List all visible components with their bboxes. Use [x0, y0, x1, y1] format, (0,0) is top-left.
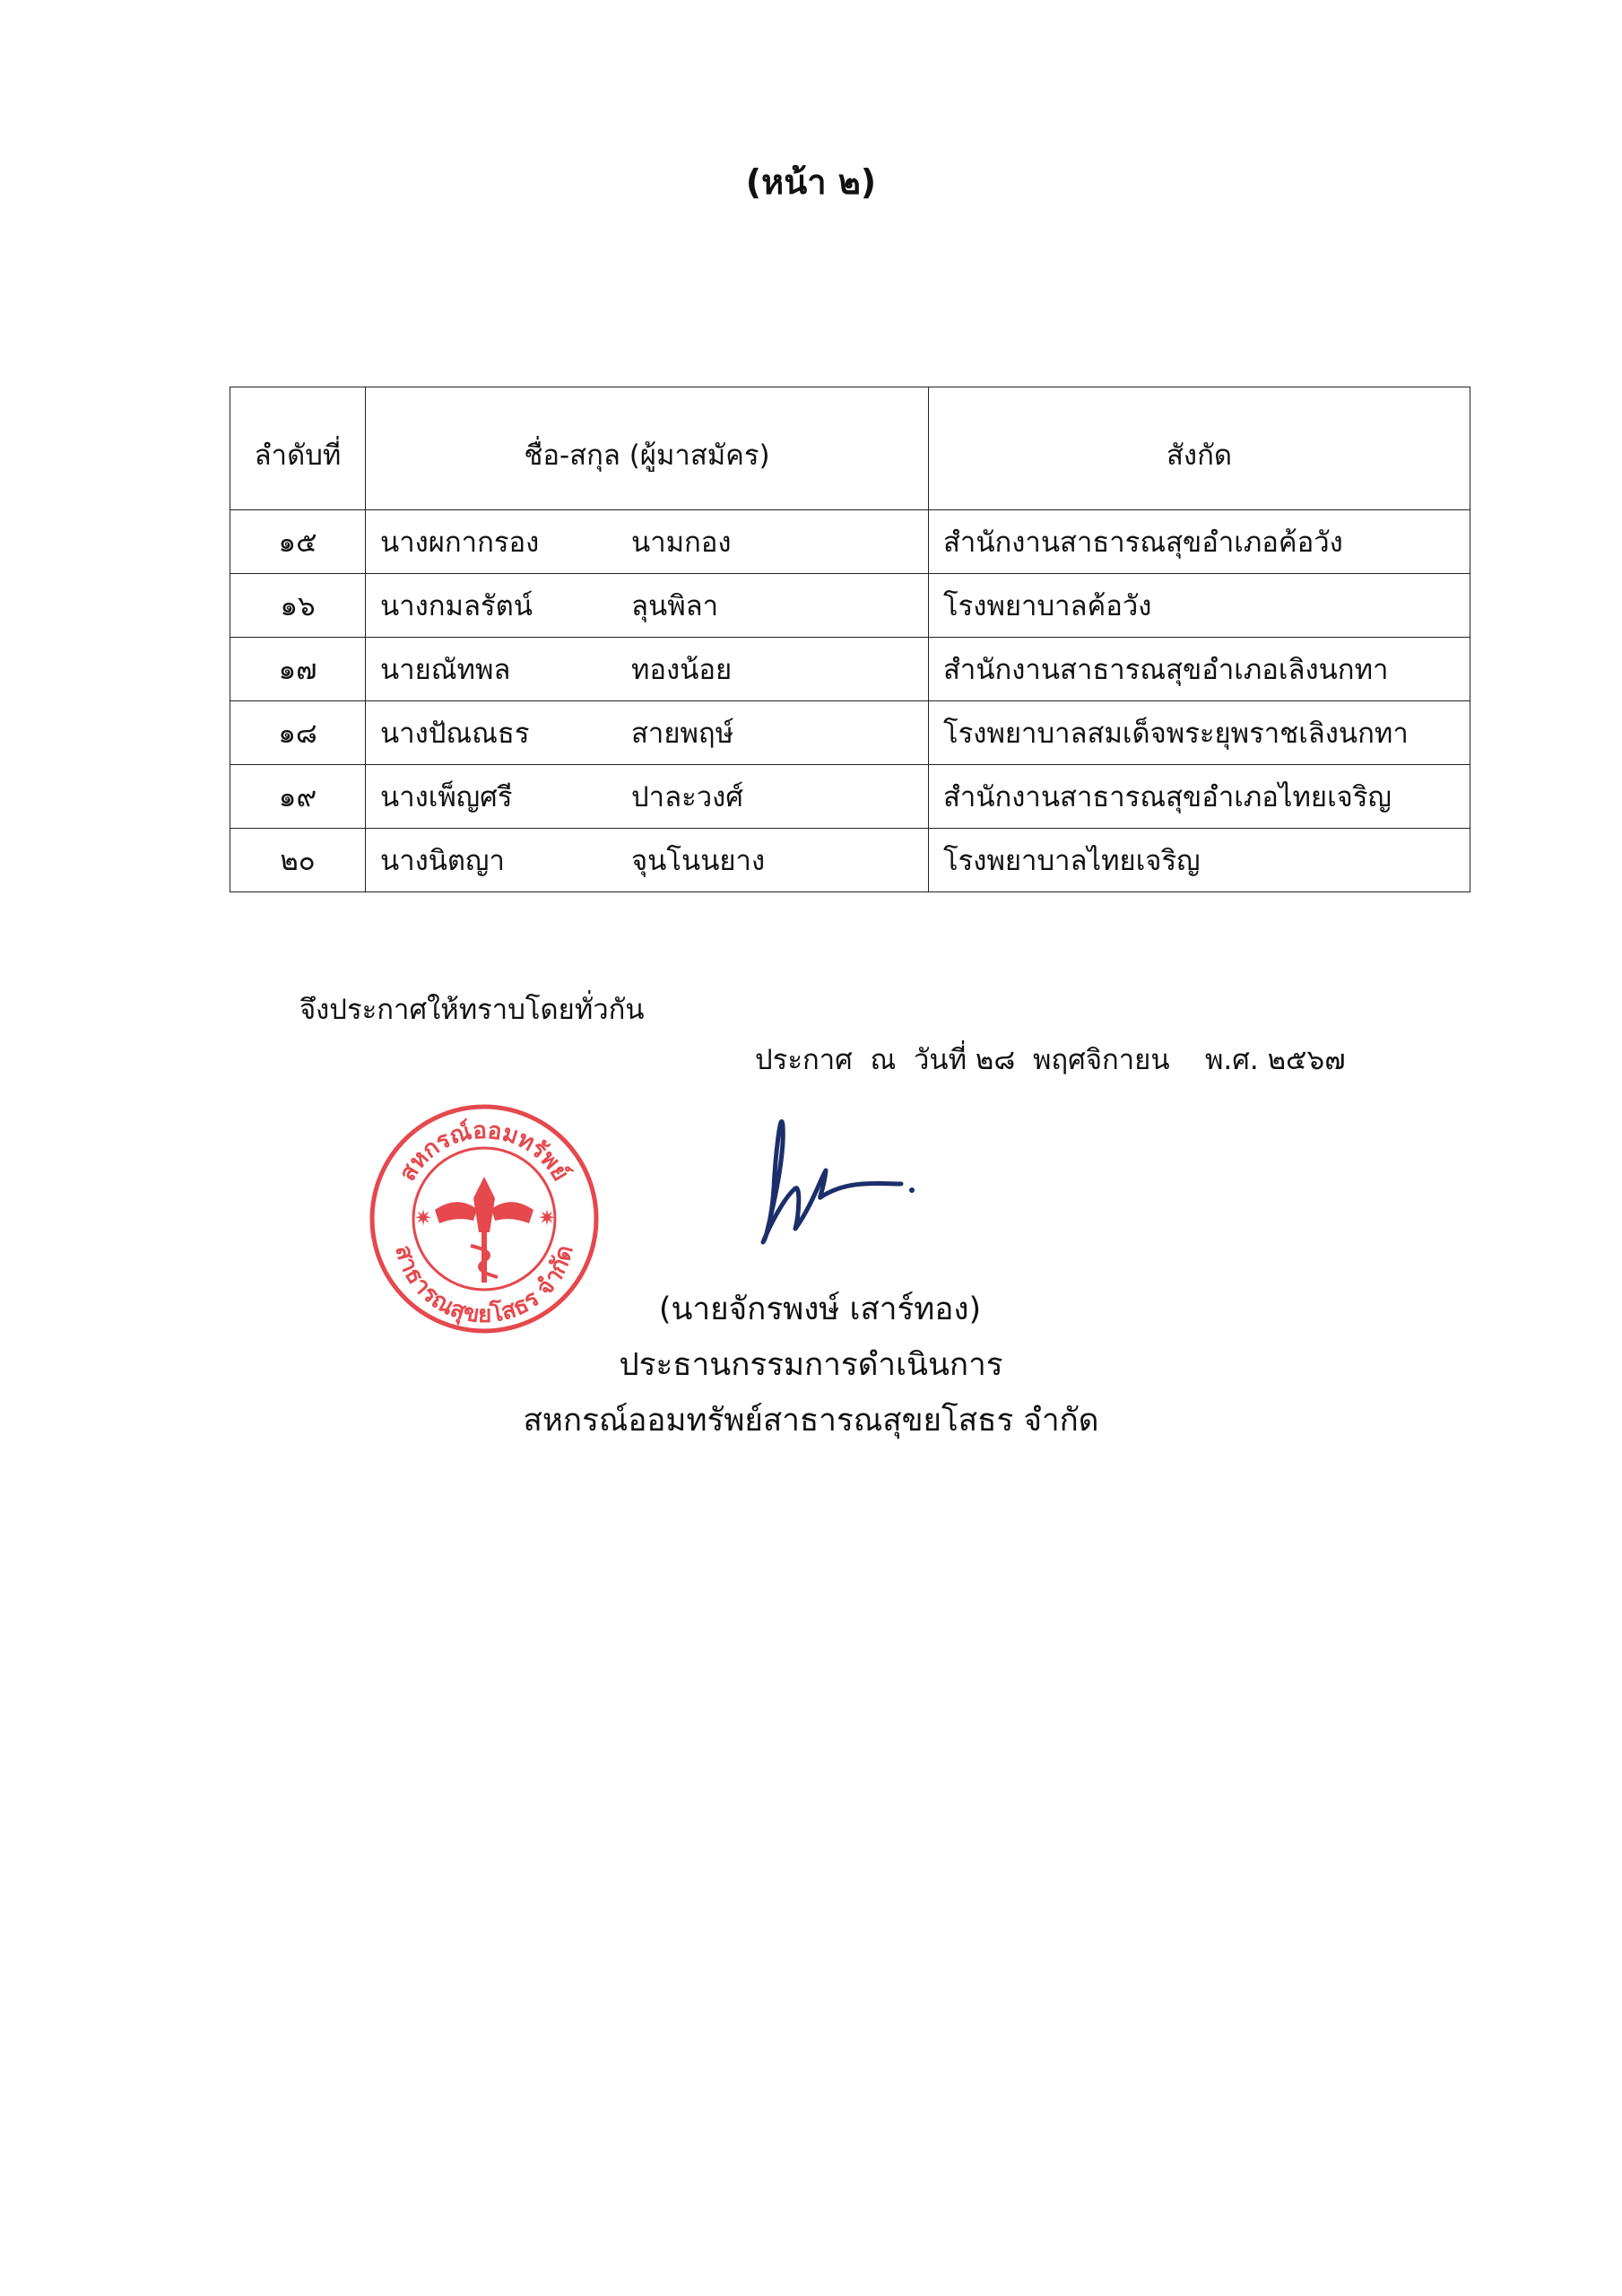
last-name: ปาละวงศ์ — [631, 781, 743, 813]
last-name: สายพฤษ์ — [631, 718, 734, 750]
first-name: นางปัณณธร — [380, 718, 530, 750]
signatory-organization: สหกรณ์ออมทรัพย์สาธารณสุขยโสธร จำกัด — [523, 1403, 1099, 1439]
table-row — [230, 574, 1470, 638]
row-name — [366, 510, 929, 574]
signature-icon — [713, 1099, 928, 1278]
first-name: นายณัทพล — [380, 654, 511, 686]
row-number: ๑๗ — [230, 638, 366, 701]
first-name: นางนิตญา — [380, 845, 505, 877]
last-name: จุนโนนยาง — [631, 845, 766, 877]
row-number: ๒๐ — [230, 829, 366, 892]
row-number: ๑๕ — [230, 510, 366, 574]
table-row — [230, 638, 1470, 701]
row-number: ๑๙ — [230, 765, 366, 829]
seal-top-text: สหกรณ์ออมทรัพย์ — [394, 1117, 575, 1187]
header-order: ลำดับที่ — [230, 387, 366, 510]
last-name: ทองน้อย — [631, 654, 733, 686]
header-affiliation: สังกัด — [929, 387, 1470, 510]
row-affiliation: โรงพยาบาลค้อวัง — [929, 574, 1470, 638]
row-affiliation: สำนักงานสาธารณสุขอำเภอเลิงนกทา — [929, 638, 1470, 701]
svg-text:✷: ✷ — [538, 1205, 557, 1231]
last-name: นามกอง — [631, 526, 732, 559]
table-row — [230, 701, 1470, 765]
seal-bottom-text: สาธารณสุขยโสธร จำกัด — [389, 1242, 579, 1329]
page-heading: (หน้า ๒) — [745, 162, 877, 202]
table-header-row — [230, 387, 1470, 510]
row-affiliation: โรงพยาบาลไทยเจริญ — [929, 829, 1470, 892]
row-affiliation: สำนักงานสาธารณสุขอำเภอค้อวัง — [929, 510, 1470, 574]
row-number: ๑๖ — [230, 574, 366, 638]
first-name: นางเพ็ญศรี — [380, 781, 513, 813]
row-name — [366, 701, 929, 765]
signatory-title: ประธานกรรมการดำเนินการ — [619, 1347, 1003, 1383]
row-name — [366, 765, 929, 829]
table-row — [230, 765, 1470, 829]
table-row — [230, 510, 1470, 574]
svg-text:✷: ✷ — [414, 1205, 433, 1231]
announcement-date: ประกาศ ณ วันที่ ๒๘ พฤศจิกายน พ.ศ. ๒๕๖๗ — [755, 1044, 1346, 1076]
header-name: ชื่อ-สกุล (ผู้มาสมัคร) — [366, 387, 929, 510]
signatory-name: (นายจักรพงษ์ เสาร์ทอง) — [658, 1292, 982, 1327]
row-affiliation: สำนักงานสาธารณสุขอำเภอไทยเจริญ — [929, 765, 1470, 829]
first-name: นางกมลรัตน์ — [380, 590, 533, 622]
row-name — [366, 829, 929, 892]
row-name — [366, 574, 929, 638]
table-row — [230, 829, 1470, 892]
row-number: ๑๘ — [230, 701, 366, 765]
last-name: ลุนพิลา — [631, 590, 719, 622]
row-name — [366, 638, 929, 701]
applicant-table — [230, 387, 1470, 892]
first-name: นางผกากรอง — [380, 526, 540, 559]
row-affiliation: โรงพยาบาลสมเด็จพระยุพราชเลิงนกทา — [929, 701, 1470, 765]
announcement-text: จึงประกาศให้ทราบโดยทั่วกัน — [299, 994, 645, 1026]
